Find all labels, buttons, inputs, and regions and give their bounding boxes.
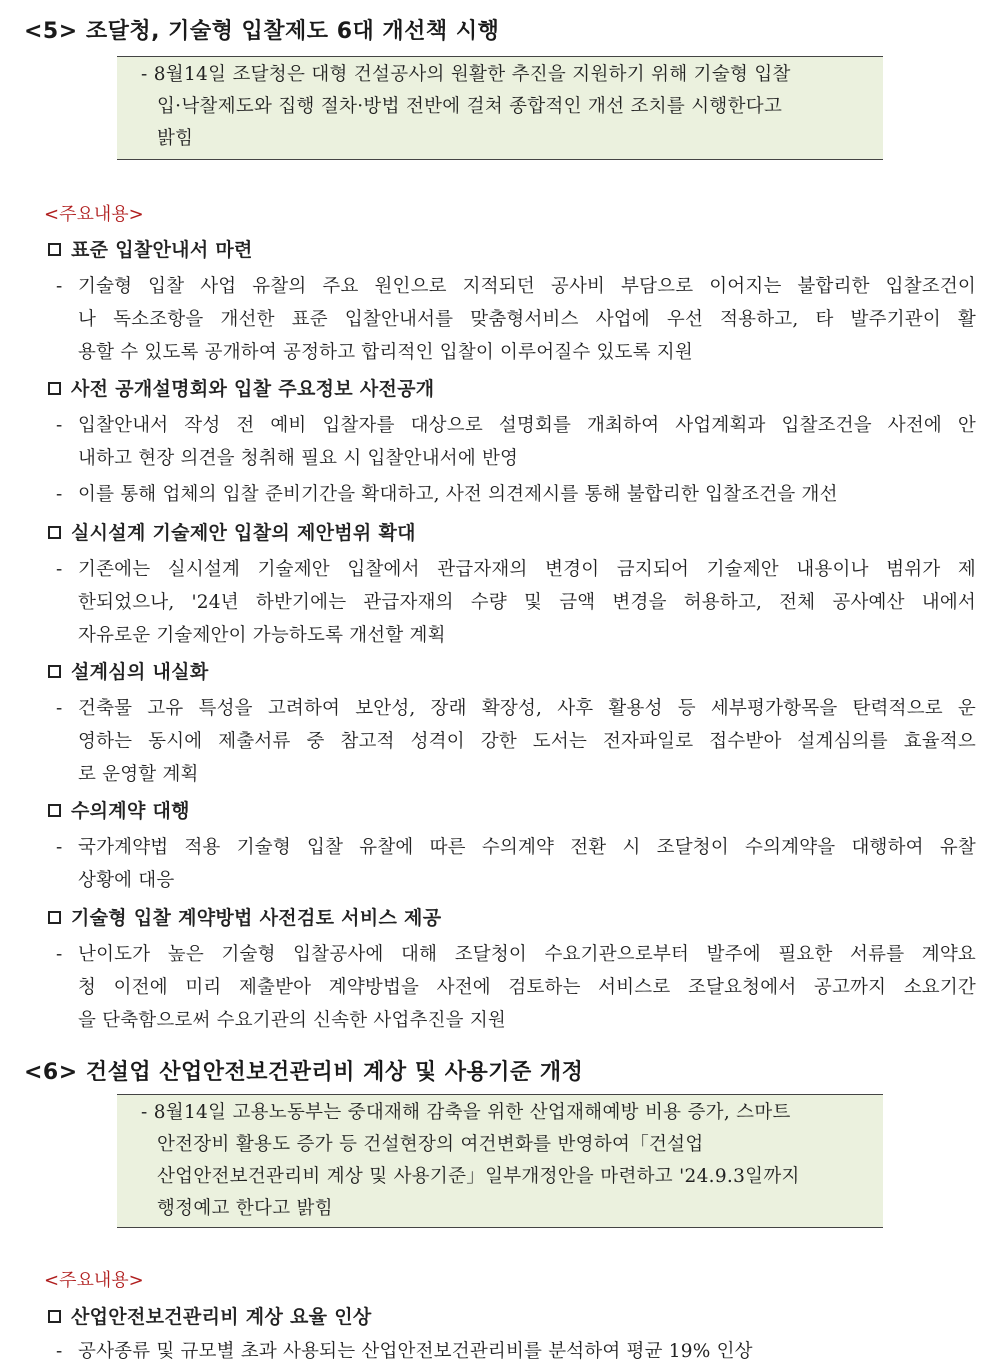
summary-line: - 8월14일 조달청은 대형 건설공사의 원활한 추진을 지원하기 위해 기술형 입찰 (141, 64, 791, 85)
bullet-line: 한되었으나, '24년 하반기에는 관급자재의 수량 및 금액 변경을 허용하고, 전체 공사예산 내에서 (78, 592, 976, 613)
bullet-item (56, 1335, 976, 1368)
bullet-text: 건축물 고유 특성을 고려하여 보안성, 장래 확장성, 사후 활용성 등 세부평가항목을 탄력적으로 운 (78, 698, 976, 719)
item-heading-precheck-service (48, 903, 441, 930)
item-heading-design-review (48, 657, 209, 684)
dash-marker: - (56, 837, 63, 858)
summary-line: - 8월14일 고용노동부는 중대재해 감축을 위한 산업재해예방 비용 증가, 스마트 (141, 1102, 791, 1123)
dash-marker: - (56, 559, 63, 580)
item-heading-standard-guide (48, 235, 253, 262)
summary-line: 행정예고 한다고 밝힘 (157, 1198, 333, 1219)
dash-marker: - (56, 276, 63, 297)
heading-text: 설계심의 내실화 (71, 661, 209, 683)
heading-text: 표준 입찰안내서 마련 (71, 239, 253, 261)
bullet-line: 내하고 현장 의견을 청취해 필요 시 입찰안내서에 반영 (78, 448, 519, 469)
bullet-text: 이를 통해 업체의 입찰 준비기간을 확대하고, 사전 의견제시를 통해 불합리한 입찰조건을 개선 (78, 484, 838, 505)
summary-line: 입·낙찰제도와 집행 절차·방법 전반에 걸쳐 종합적인 개선 조치를 시행한다고 (157, 96, 783, 117)
summary-line: 밝힘 (157, 128, 194, 149)
bullet-line: 자유로운 기술제안이 가능하도록 개선할 계획 (78, 625, 446, 646)
bullet-text: 공사종류 및 규모별 초과 사용되는 산업안전보건관리비를 분석하여 평균 19% 인상 (78, 1341, 753, 1362)
bullet-item (56, 409, 976, 475)
bullet-line: 청 이전에 미리 제출받아 계약방법을 사전에 검토하는 서비스로 조달요청에서 공고까지 소요기간 (78, 977, 976, 998)
bullet-item (56, 478, 976, 511)
heading-text: 산업안전보건관리비 계상 요율 인상 (71, 1306, 372, 1328)
bullet-line (56, 831, 976, 864)
checkbox-icon (48, 804, 61, 817)
checkbox-icon (48, 911, 61, 924)
dash-marker: - (56, 944, 63, 965)
bullet-text: 국가계약법 적용 기술형 입찰 유찰에 따른 수의계약 전환 시 조달청이 수의계약을 대행하여 유찰 (78, 837, 976, 858)
dash-marker: - (56, 698, 63, 719)
bullet-line: 용할 수 있도록 공개하여 공정하고 합리적인 입찰이 이루어질수 있도록 지원 (78, 342, 693, 363)
bullet-line (56, 692, 976, 725)
bullet-line (56, 553, 976, 586)
heading-text: 실시설계 기술제안 입찰의 제안범위 확대 (71, 522, 416, 544)
dash-marker: - (56, 1341, 63, 1362)
section-6-summary-box (117, 1094, 883, 1228)
dash-marker: - (56, 484, 63, 505)
bullet-line: 상황에 대응 (78, 870, 175, 891)
section-5-summary-box (117, 56, 883, 160)
summary-line: 안전장비 활용도 증가 등 건설현장의 여건변화를 반영하여「건설업 (157, 1134, 704, 1155)
checkbox-icon (48, 243, 61, 256)
summary-line: 산업안전보건관리비 계상 및 사용기준」일부개정안을 마련하고 '24.9.3일까지 (157, 1166, 800, 1187)
section-6-main-label: <주요내용> (44, 1270, 144, 1291)
item-heading-rate-increase (48, 1302, 372, 1329)
bullet-line: 영하는 동시에 제출서류 중 참고적 성격이 강한 도서는 전자파일로 접수받아 설계심의를 효율적으 (78, 731, 976, 752)
bullet-item (56, 938, 976, 1037)
heading-text: 사전 공개설명회와 입찰 주요정보 사전공개 (71, 378, 435, 400)
heading-text: 수의계약 대행 (71, 800, 190, 822)
bullet-line (56, 270, 976, 303)
section-6-title: <6> 건설업 산업안전보건관리비 계상 및 사용기준 개정 (24, 1060, 584, 1085)
item-heading-briefing (48, 374, 434, 401)
bullet-text: 기술형 입찰 사업 유찰의 주요 원인으로 지적되던 공사비 부담으로 이어지는 불합리한 입찰조건이 (78, 276, 976, 297)
dash-marker: - (56, 415, 63, 436)
checkbox-icon (48, 526, 61, 539)
section-5-main-label: <주요내용> (44, 204, 144, 225)
checkbox-icon (48, 382, 61, 395)
bullet-text: 기존에는 실시설계 기술제안 입찰에서 관급자재의 변경이 금지되어 기술제안 내용이나 범위가 제 (78, 559, 976, 580)
bullet-line (56, 938, 976, 971)
bullet-item (56, 270, 976, 369)
bullet-line (56, 1335, 976, 1368)
bullet-line: 을 단축함으로써 수요기관의 신속한 사업추진을 지원 (78, 1010, 506, 1031)
bullet-line: 나 독소조항을 개선한 표준 입찰안내서를 맞춤형서비스 사업에 우선 적용하고, 타 발주기관이 활 (78, 309, 976, 330)
bullet-item (56, 831, 976, 897)
bullet-text: 난이도가 높은 기술형 입찰공사에 대해 조달청이 수요기관으로부터 발주에 필요한 서류를 계약요 (78, 944, 976, 965)
bullet-item (56, 553, 976, 652)
item-heading-scope (48, 518, 416, 545)
bullet-text: 입찰안내서 작성 전 예비 입찰자를 대상으로 설명회를 개최하여 사업계획과 입찰조건을 사전에 안 (78, 415, 976, 436)
checkbox-icon (48, 665, 61, 678)
heading-text: 기술형 입찰 계약방법 사전검토 서비스 제공 (71, 907, 442, 929)
bullet-line (56, 409, 976, 442)
section-5-title: <5> 조달청, 기술형 입찰제도 6대 개선책 시행 (24, 19, 500, 44)
bullet-item (56, 692, 976, 791)
checkbox-icon (48, 1310, 61, 1323)
bullet-line (56, 478, 976, 511)
item-heading-private-contract (48, 796, 190, 823)
bullet-line: 로 운영할 계획 (78, 764, 199, 785)
